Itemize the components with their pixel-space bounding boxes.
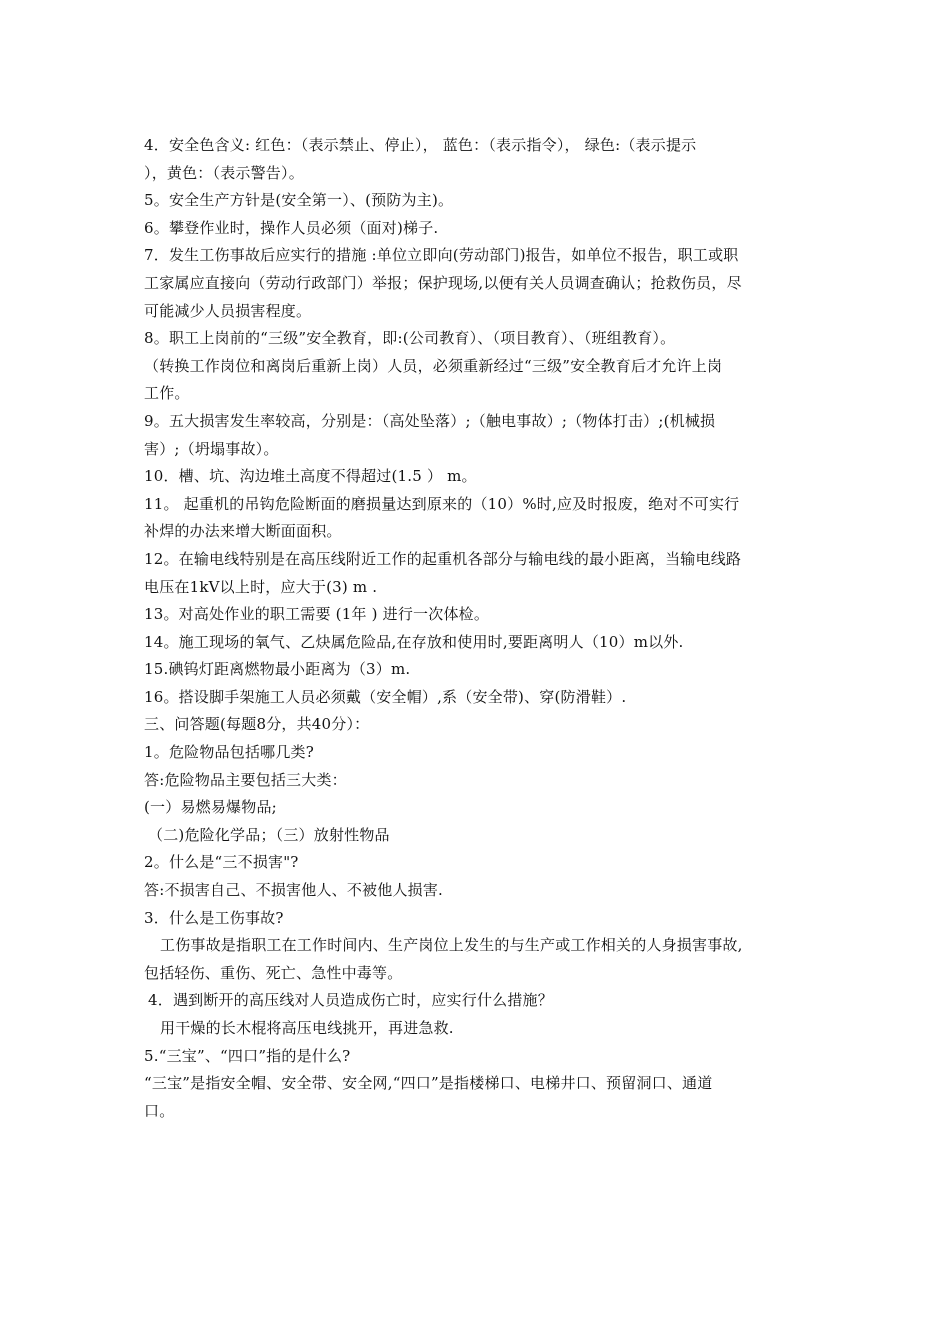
- text-line: 12。在输电线特别是在高压线附近工作的起重机各部分与输电线的最小距离，当输电线路: [144, 549, 742, 568]
- text-line: 工家属应直接向（劳动行政部门）举报；保护现场,以便有关人员调查确认；抢救伤员，尽: [144, 273, 742, 292]
- text-line: 6。攀登作业时，操作人员必须（面对)梯子.: [144, 218, 439, 237]
- text-line: 13。对高处作业的职工需要 (1年 ) 进行一次体检。: [144, 605, 490, 624]
- answer-line: 答:不损害自己、不损害他人、不被他人损害.: [144, 881, 444, 900]
- question-line: 4．遇到断开的高压线对人员造成伤亡时，应实行什么措施？: [148, 991, 553, 1010]
- document-body: [144, 132, 810, 1125]
- answer-line: 包括轻伤、重伤、死亡、急性中毒等。: [144, 963, 403, 982]
- text-line: 电压在1kV以上时，应大于(3) m .: [144, 577, 378, 596]
- text-line: 15.碘钨灯距离燃物最小距离为（3）m.: [144, 660, 411, 679]
- question-line: 1。危险物品包括哪几类?: [144, 743, 314, 762]
- answer-line: （二)危险化学品；（三）放射性物品: [148, 825, 390, 844]
- text-line: 害）;（坍塌事故）。: [144, 439, 279, 458]
- text-line: 可能减少人员损害程度。: [144, 301, 312, 320]
- answer-line: 答:危险物品主要包括三大类：: [144, 770, 347, 789]
- answer-line: “三宝”是指安全帽、安全带、安全网,“四口”是指楼梯口、电梯井口、预留洞口、通道: [144, 1074, 713, 1093]
- text-line: 工作。: [144, 384, 190, 403]
- question-line: 2。什么是“三不损害"?: [144, 853, 299, 872]
- text-line: 5。安全生产方针是(安全第一）、(预防为主)。: [144, 191, 454, 210]
- section-heading: 三、问答题(每题8分，共40分）：: [144, 715, 370, 734]
- answer-line: 用干燥的长木棍将高压电线挑开，再进急救.: [160, 1019, 454, 1037]
- question-line: 3．什么是工伤事故?: [144, 908, 284, 927]
- text-line: 14。施工现场的氧气、乙炔属危险品,在存放和使用时,要距离明人（10）m以外.: [144, 632, 684, 651]
- answer-line: (一）易燃易爆物品;: [144, 798, 277, 817]
- text-line: 4．安全色含义: 红色：（表示禁止、停止）， 蓝色：（表示指令）， 绿色:（表示提示: [144, 136, 697, 154]
- text-line: 11。 起重机的吊钩危险断面的磨损量达到原来的（10）%时,应及时报废，绝对不可实行: [144, 494, 740, 513]
- text-line: 补焊的办法来增大断面面积。: [144, 522, 342, 541]
- question-line: 5.“三宝”、“四口”指的是什么?: [144, 1046, 351, 1065]
- answer-line: 工伤事故是指职工在工作时间内、生产岗位上发生的与生产或工作相关的人身损害事故,: [160, 936, 743, 955]
- text-line: 8。职工上岗前的“三级”安全教育，即:(公司教育）、（项目教育）、（班组教育）。: [144, 329, 676, 348]
- text-line: 9。五大损害发生率较高，分别是：（高处坠落）;（触电事故）;（物体打击）;(机械损: [144, 411, 716, 430]
- text-line: 7．发生工伤事故后应实行的措施 :单位立即向(劳动部门)报告，如单位不报告，职工或职: [144, 246, 739, 265]
- text-line: ），黄色：（表示警告）。: [144, 163, 304, 182]
- text-line: 10．槽、坑、沟边堆土高度不得超过(1.5 ） m。: [144, 467, 477, 486]
- text-line: 16。搭设脚手架施工人员必须戴（安全帽）,系（安全带)、穿(防滑鞋）.: [144, 687, 627, 706]
- answer-line: 口。: [144, 1101, 175, 1120]
- text-line: （转换工作岗位和离岗后重新上岗）人员，必须重新经过“三级”安全教育后才允许上岗: [144, 356, 723, 375]
